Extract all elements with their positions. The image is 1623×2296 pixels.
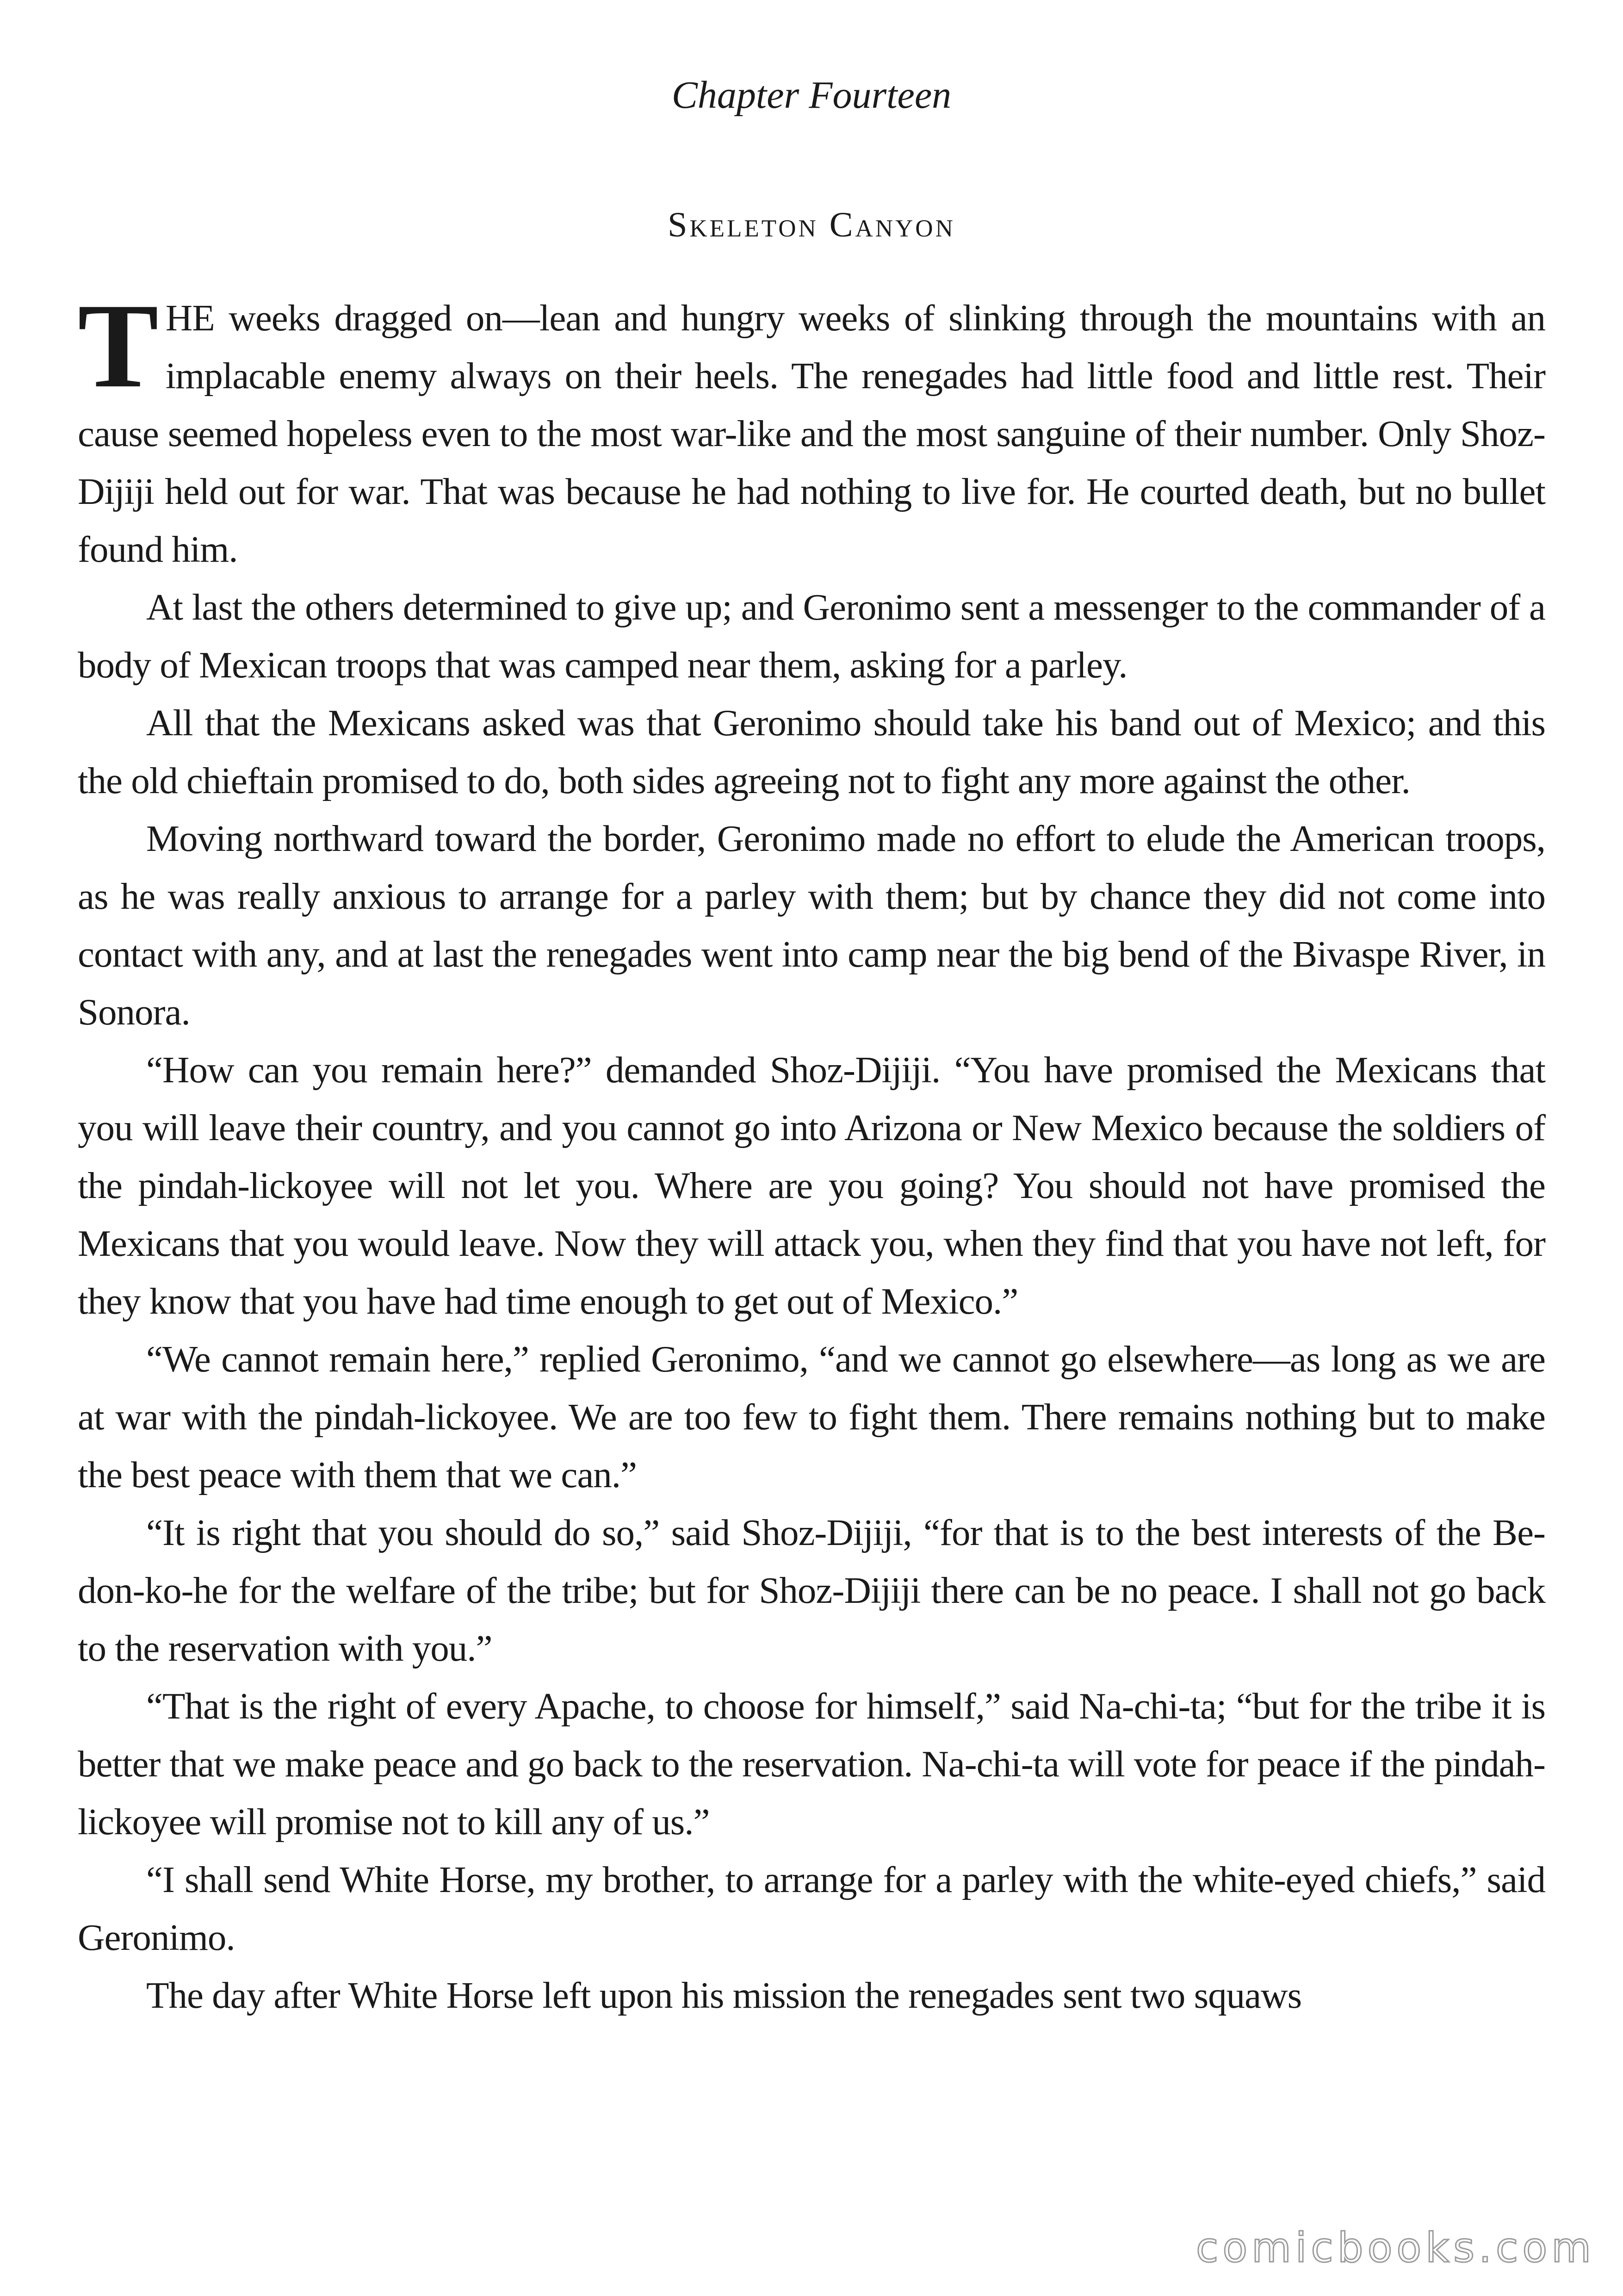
paragraph-3: All that the Mexicans asked was that Geronimo should take his band out of Mexico; and this the old chieftain promised to do, both sides agreeing not to fight any more against the other.	[78, 702, 1545, 801]
paragraph-10: The day after White Horse left upon his mission the renegades sent two squaws	[146, 1974, 1302, 2016]
paragraph-6: “We cannot remain here,” replied Geronimo, “and we cannot go elsewhere—as long as we are at war with the pindah-lickoyee. We are too few to fight them. There remains nothing but to make the best peace with them that we can.”	[78, 1338, 1545, 1496]
paragraph-1	[78, 279, 1545, 578]
paragraph-8: “That is the right of every Apache, to choose for himself,” said Na-chi-ta; “but for the tribe it is better that we make peace and go back to the reservation. Na-chi-ta will vote for peace if the pindah-lickoyee will promise not to kill any of us.”	[78, 1685, 1545, 1843]
paragraph-2: At last the others determined to give up; and Geronimo sent a messenger to the commander of a body of Mexican troops that was camped near them, asking for a parley.	[78, 586, 1545, 686]
paragraph-9: “I shall send White Horse, my brother, to arrange for a parley with the white-eyed chiefs,” said Geronimo.	[78, 1859, 1545, 1958]
paragraph-7: “It is right that you should do so,” said Shoz-Dijiji, “for that is to the best interests of the Be-don-ko-he for the welfare of the tribe; but for Shoz-Dijiji there can be no peace. I shall not go back to the reservation with you.”	[78, 1512, 1545, 1669]
body-text	[78, 279, 1545, 2024]
paragraph-5: “How can you remain here?” demanded Shoz-Dijiji. “You have promised the Mexicans that you will leave their country, and you cannot go into Arizona or New Mexico because the soldiers of the pindah-lickoyee will not let you. Where are you going? You should not have promised the Mexicans that you would leave. Now they will attack you, when they find that you have not left, for they know that you have had time enough to get out of Mexico.”	[78, 1049, 1545, 1322]
chapter-title: Chapter Fourteen	[671, 74, 952, 117]
paragraph-4: Moving northward toward the border, Geronimo made no effort to elude the American troops, as he was really anxious to arrange for a parley with them; but by chance they did not come into contact with any, and at last the renegades went into camp near the big bend of the Bivaspe River, in Sonora.	[78, 818, 1545, 1033]
paragraph-1-text: HE weeks dragged on—lean and hungry weeks of slinking through the mountains with an implacable enemy always on their heels. The renegades had little food and little rest. Their cause seemed hopeless even to the most war-like and the most sanguine of their number. Only Shoz-Dijiji held out for war. That was because he had nothing to live for. He courted death, but no bullet found him.	[78, 297, 1545, 570]
section-title: Skeleton Canyon	[668, 205, 955, 244]
site-watermark: comicbooks.com	[1196, 2224, 1595, 2271]
drop-cap: T	[78, 279, 158, 413]
